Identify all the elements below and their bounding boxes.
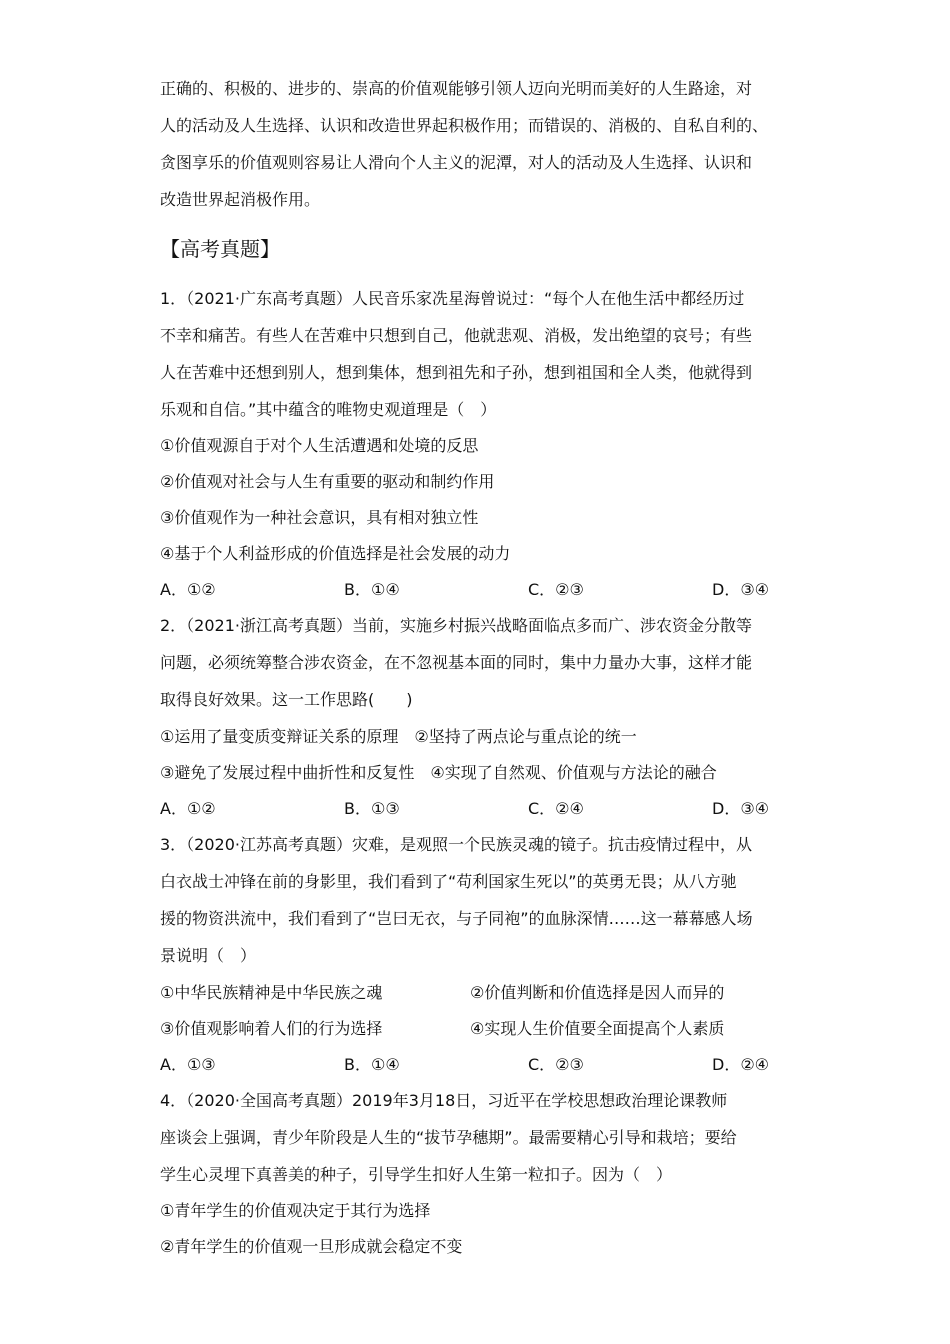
q1-stem-line: 1．（2021·广东高考真题）人民音乐家冼星海曾说过：“每个人在他生活中都经历过: [160, 289, 745, 308]
q2-stem-line: 2．（2021·浙江高考真题）当前，实施乡村振兴战略面临点多而广、涉农资金分散等: [160, 616, 752, 635]
q3-statement: ④实现人生价值要全面提高个人素质: [470, 1019, 725, 1038]
q4-stem-line: 学生心灵埋下真善美的种子，引导学生扣好人生第一粒扣子。因为（ ）: [160, 1165, 673, 1184]
q3-statement: ③价值观影响着人们的行为选择: [160, 1019, 383, 1038]
q3-option-d[interactable]: D．②④: [712, 1055, 770, 1074]
q1-statement: ③价值观作为一种社会意识，具有相对独立性: [160, 508, 479, 527]
q2-statement: ③避免了发展过程中曲折性和反复性 ④实现了自然观、价值观与方法论的融合: [160, 763, 717, 782]
q3-option-a[interactable]: A．①③: [160, 1055, 216, 1074]
q1-statement: ④基于个人利益形成的价值选择是社会发展的动力: [160, 544, 511, 563]
q1-statement: ①价值观源自于对个人生活遭遇和处境的反思: [160, 436, 479, 455]
section-title: 【高考真题】: [160, 237, 280, 261]
q1-stem-line: 不幸和痛苦。有些人在苦难中只想到自己，他就悲观、消极，发出绝望的哀号；有些: [160, 326, 753, 345]
q3-stem-line: 景说明（ ）: [160, 946, 257, 965]
intro-line: 正确的、积极的、进步的、崇高的价值观能够引领人迈向光明而美好的人生路途，对: [160, 79, 753, 98]
q4-stem-line: 座谈会上强调，青少年阶段是人生的“拔节孕穗期”。最需要精心引导和栽培；要给: [160, 1128, 737, 1147]
q1-option-c[interactable]: C．②③: [528, 580, 584, 599]
q3-option-c[interactable]: C．②③: [528, 1055, 584, 1074]
q2-stem-line: 问题，必须统筹整合涉农资金，在不忽视基本面的同时，集中力量办大事，这样才能: [160, 653, 753, 672]
q2-option-b[interactable]: B．①③: [344, 799, 400, 818]
intro-line: 贪图享乐的价值观则容易让人滑向个人主义的泥潭，对人的活动及人生选择、认识和: [160, 153, 753, 172]
q2-stem-line: 取得良好效果。这一工作思路( ): [160, 690, 413, 709]
q2-option-d[interactable]: D．③④: [712, 799, 770, 818]
q1-statement: ②价值观对社会与人生有重要的驱动和制约作用: [160, 472, 495, 491]
q4-stem-line: 4．（2020·全国高考真题）2019年3月18日，习近平在学校思想政治理论课教师: [160, 1091, 728, 1110]
q1-stem-line: 乐观和自信。”其中蕴含的唯物史观道理是（ ）: [160, 400, 497, 419]
q1-option-d[interactable]: D．③④: [712, 580, 770, 599]
q4-statement: ②青年学生的价值观一旦形成就会稳定不变: [160, 1237, 463, 1256]
q4-statement: ①青年学生的价值观决定于其行为选择: [160, 1201, 431, 1220]
q2-statement: ①运用了量变质变辩证关系的原理 ②坚持了两点论与重点论的统一: [160, 727, 637, 746]
q3-stem-line: 援的物资洪流中，我们看到了“岂曰无衣，与子同袍”的血脉深情……这一幕幕感人场: [160, 909, 753, 928]
q1-option-b[interactable]: B．①④: [344, 580, 400, 599]
q2-option-a[interactable]: A．①②: [160, 799, 216, 818]
q3-option-b[interactable]: B．①④: [344, 1055, 400, 1074]
q3-stem-line: 白衣战士冲锋在前的身影里，我们看到了“苟利国家生死以”的英勇无畏；从八方驰: [160, 872, 737, 891]
intro-line: 人的活动及人生选择、认识和改造世界起积极作用；而错误的、消极的、自私自利的、: [160, 116, 769, 135]
q3-stem-line: 3．（2020·江苏高考真题）灾难，是观照一个民族灵魂的镜子。抗击疫情过程中，从: [160, 835, 752, 854]
q1-stem-line: 人在苦难中还想到别人，想到集体，想到祖先和子孙，想到祖国和全人类，他就得到: [160, 363, 753, 382]
q3-statement: ①中华民族精神是中华民族之魂: [160, 983, 383, 1002]
q1-option-a[interactable]: A．①②: [160, 580, 216, 599]
q3-statement: ②价值判断和价值选择是因人而异的: [470, 983, 725, 1002]
q2-option-c[interactable]: C．②④: [528, 799, 584, 818]
intro-line: 改造世界起消极作用。: [160, 190, 321, 209]
